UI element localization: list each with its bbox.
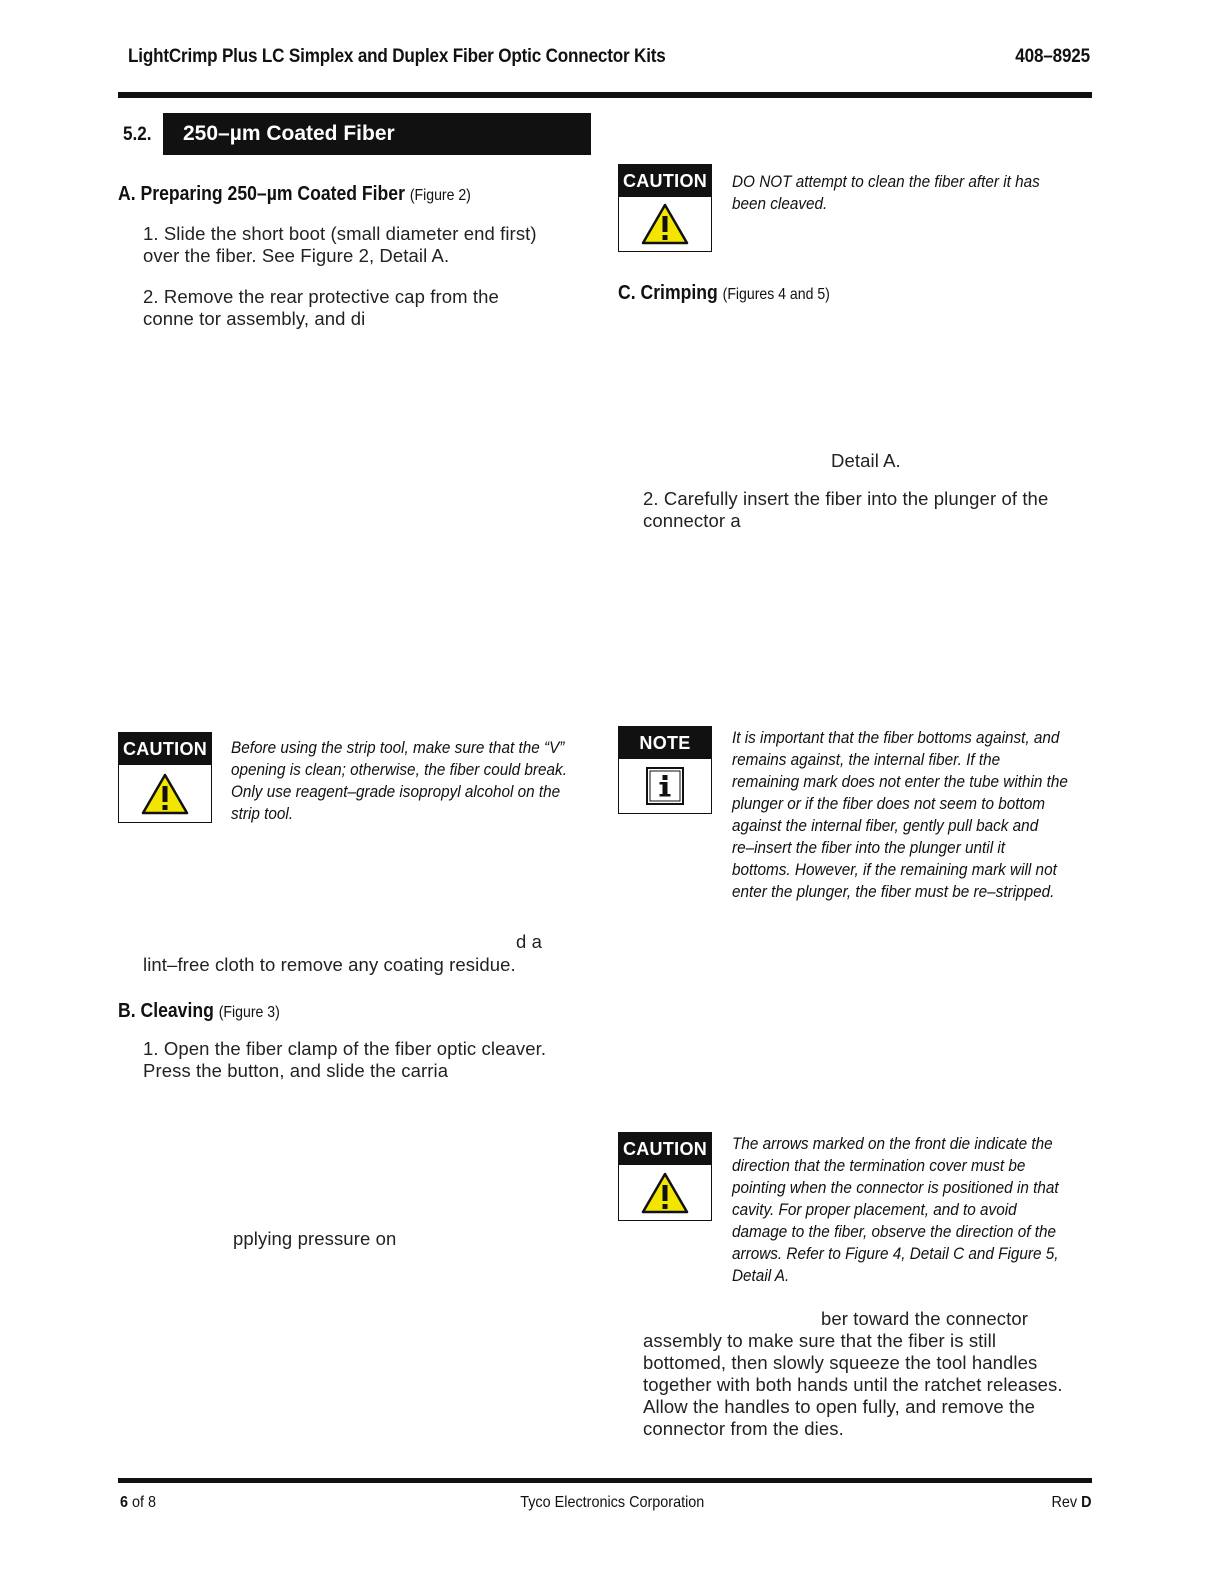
note-line: remains against, the internal fiber. If the bbox=[732, 750, 1001, 769]
caution-strip-text bbox=[231, 737, 567, 825]
subsection-a-title: A. Preparing 250–µm Coated Fiber bbox=[118, 183, 405, 205]
revision-label: Rev bbox=[1050, 1494, 1077, 1511]
subsection-a-heading bbox=[118, 183, 471, 206]
subsection-c-figure-ref: (Figures 4 and 5) bbox=[722, 286, 830, 303]
caution-badge-strip bbox=[118, 732, 212, 823]
text-fragment-detail-a: Detail A. bbox=[831, 450, 901, 471]
footer-company-wrap bbox=[0, 1494, 1225, 1512]
note-line: bottoms. However, if the remaining mark will not bbox=[732, 860, 1057, 879]
subsection-a-figure-ref: (Figure 2) bbox=[409, 187, 471, 204]
subsection-b-figure-ref: (Figure 3) bbox=[218, 1004, 280, 1021]
step-b1-line2: Press the button, and slide the carria bbox=[143, 1060, 449, 1081]
step-a2-line2: conne tor assembly, and di bbox=[143, 308, 366, 329]
caution-badge-arrows bbox=[618, 1132, 712, 1221]
final-paragraph-line: connector from the dies. bbox=[643, 1418, 844, 1439]
caution-strip-line: Only use reagent–grade isopropyl alcohol on the bbox=[231, 782, 561, 801]
section-title-bar bbox=[163, 113, 591, 155]
note-line: re–insert the fiber into the plunger until it bbox=[732, 838, 1006, 857]
note-line: It is important that the fiber bottoms against, and bbox=[732, 728, 1060, 747]
step-a1 bbox=[143, 223, 537, 267]
subsection-b-heading bbox=[118, 1000, 280, 1023]
final-paragraph-line: Allow the handles to open fully, and remove the bbox=[643, 1396, 1036, 1417]
header-rule bbox=[118, 92, 1092, 98]
revision-value: D bbox=[1080, 1494, 1091, 1511]
caution-arrows-line: Detail A. bbox=[732, 1266, 790, 1285]
warning-triangle-icon bbox=[119, 765, 211, 822]
subsection-c-heading bbox=[618, 282, 830, 305]
step-a1-line2: over the fiber. See Figure 2, Detail A. bbox=[143, 245, 450, 266]
step-c2-line1: 2. Carefully insert the fiber into the plunger of the bbox=[643, 488, 1049, 509]
warning-triangle-icon bbox=[619, 1165, 711, 1220]
caution-strip-line: Before using the strip tool, make sure that the “V” bbox=[231, 738, 565, 757]
note-line: remaining mark does not enter the tube within the bbox=[732, 772, 1068, 791]
caution-arrows-line: The arrows marked on the front die indicate the bbox=[732, 1134, 1053, 1153]
step-c2 bbox=[643, 488, 1048, 532]
footer-rule bbox=[118, 1478, 1092, 1483]
note-line: against the internal fiber, gently pull back and bbox=[732, 816, 1039, 835]
step-a1-line1: 1. Slide the short boot (small diameter end first) bbox=[143, 223, 537, 244]
warning-triangle-icon bbox=[619, 197, 711, 251]
text-fragment-lint-free: lint–free cloth to remove any coating residue. bbox=[143, 954, 516, 975]
footer-company: Tyco Electronics Corporation bbox=[520, 1494, 705, 1511]
final-paragraph-line: bottomed, then slowly squeeze the tool handles bbox=[643, 1352, 1038, 1373]
caution-label: CAUTION bbox=[119, 733, 211, 765]
caution-label: CAUTION bbox=[619, 1133, 711, 1165]
document-number: 408–8925 bbox=[1015, 46, 1090, 67]
section-title: 250–µm Coated Fiber bbox=[183, 122, 395, 145]
caution-clean-line: DO NOT attempt to clean the fiber after it has bbox=[732, 172, 1040, 191]
page-number-total: of 8 bbox=[132, 1494, 157, 1511]
note-label: NOTE bbox=[619, 727, 711, 759]
caution-arrows-line: cavity. For proper placement, and to avoid bbox=[732, 1200, 1017, 1219]
caution-badge-clean bbox=[618, 164, 712, 252]
info-icon bbox=[619, 759, 711, 813]
caution-strip-line: strip tool. bbox=[231, 804, 294, 823]
caution-arrows-line: pointing when the connector is positioned in that bbox=[732, 1178, 1059, 1197]
caution-clean-line: been cleaved. bbox=[732, 194, 828, 213]
step-a2 bbox=[143, 286, 499, 330]
note-line: plunger or if the fiber does not seem to bottom bbox=[732, 794, 1045, 813]
final-paragraph bbox=[643, 1330, 1063, 1440]
caution-arrows-line: damage to the fiber, observe the direction of the bbox=[732, 1222, 1057, 1241]
subsection-c-title: C. Crimping bbox=[618, 282, 718, 304]
final-paragraph-first-line: ber toward the connector bbox=[821, 1308, 1029, 1329]
text-fragment-pressure: pplying pressure on bbox=[233, 1228, 397, 1249]
page-number-current: 6 bbox=[120, 1494, 129, 1511]
revision bbox=[1051, 1494, 1091, 1512]
step-c2-line2: connector a bbox=[643, 510, 741, 531]
subsection-b-title: B. Cleaving bbox=[118, 1000, 214, 1022]
caution-arrows-line: direction that the termination cover must be bbox=[732, 1156, 1026, 1175]
note-badge bbox=[618, 726, 712, 814]
caution-arrows-text bbox=[732, 1133, 1059, 1287]
final-paragraph-line: assembly to make sure that the fiber is still bbox=[643, 1330, 997, 1351]
final-paragraph-line: together with both hands until the ratchet releases. bbox=[643, 1374, 1063, 1395]
document-title: LightCrimp Plus LC Simplex and Duplex Fiber Optic Connector Kits bbox=[128, 46, 666, 67]
caution-strip-line: opening is clean; otherwise, the fiber could break. bbox=[231, 760, 567, 779]
caution-label: CAUTION bbox=[619, 165, 711, 197]
caution-arrows-line: arrows. Refer to Figure 4, Detail C and Figure 5, bbox=[732, 1244, 1059, 1263]
section-number: 5.2. bbox=[123, 124, 152, 145]
step-b1 bbox=[143, 1038, 546, 1082]
step-b1-line1: 1. Open the fiber clamp of the fiber optic cleaver. bbox=[143, 1038, 547, 1059]
text-fragment-da: d a bbox=[516, 931, 543, 952]
note-text bbox=[732, 727, 1068, 903]
step-a2-line1: 2. Remove the rear protective cap from the bbox=[143, 286, 499, 307]
note-line: enter the plunger, the fiber must be re–stripped. bbox=[732, 882, 1055, 901]
caution-clean-text bbox=[732, 171, 1040, 215]
